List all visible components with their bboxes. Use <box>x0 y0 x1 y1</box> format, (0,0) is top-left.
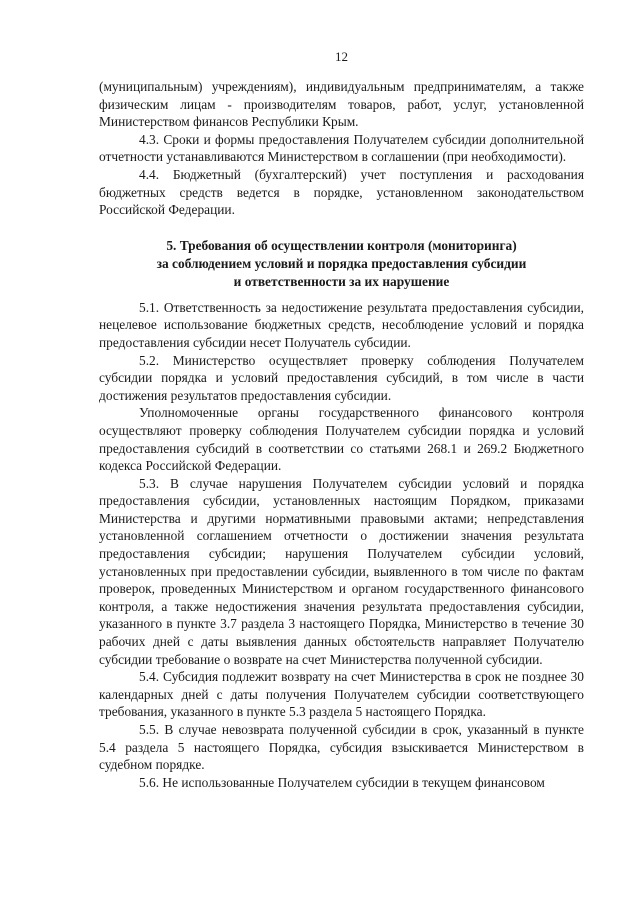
paragraph-5-3: 5.3. В случае нарушения Получателем субсидии условий и порядка предоставления субсидии, установленных настоящим Порядком, приказами Министерства и другими нормативными правовыми актами; непредставления установленной соглашением отчетности о достижении значения результата предоставления субсидии; нарушения Получателем субсидии условий, установленных при предоставлении субсидии, выявленного в том числе по фактам проверок, проведенных Министерством и органом государственного финансового контроля, а также недостижения значения результата предоставления субсидии, указанного в пункте 3.7 раздела 3 настоящего Порядка, Министерство в течение 30 рабочих дней с даты выявления данных обстоятельств направляет Получателю субсидии требование о возврате на счет Министерства полученной субсидии. <box>99 475 584 667</box>
section-5-heading <box>99 237 584 291</box>
paragraph-4-3: 4.3. Сроки и формы предоставления Получателем субсидии дополнительной отчетности устанавливаются Министерством в соглашении (при необходимости). <box>99 131 584 165</box>
paragraph-5-6: 5.6. Не использованные Получателем субсидии в текущем финансовом <box>139 774 545 790</box>
section-heading-line: и ответственности за их нарушение <box>233 273 450 289</box>
page-number: 12 <box>335 49 348 64</box>
paragraph-5-5: 5.5. В случае невозврата полученной субсидии в срок, указанный в пункте 5.4 раздела 5 настоящего Порядка, субсидия взыскивается Министерством в судебном порядке. <box>99 722 584 773</box>
paragraph-continuation: (муниципальным) учреждениям), индивидуальным предпринимателям, а также физическим лицам - производителям товаров, работ, услуг, установленной Министерством финансов Республики Крым. <box>99 79 584 130</box>
paragraph-control-bodies: Уполномоченные органы государственного финансового контроля осуществляют проверку соблюдения Получателем субсидии порядка и условий предоставления субсидий в соответствии со статьями 268.1 и 269.2 Бюджетного кодекса Российской Федерации. <box>99 405 584 474</box>
paragraph-5-1: 5.1. Ответственность за недостижение результата предоставления субсидии, нецелевое использование бюджетных средств, несоблюдение условий и порядка предоставления субсидии несет Получатель субсидии. <box>99 299 584 350</box>
section-heading-line: за соблюдением условий и порядка предоставления субсидии <box>156 255 527 271</box>
paragraph-5-4: 5.4. Субсидия подлежит возврату на счет Министерства в срок не позднее 30 календарных дней с даты получения Получателем субсидии соответствующего требования, указанного в пункте 5.3 раздела 5 настоящего Порядка. <box>99 669 584 720</box>
paragraph-4-4: 4.4. Бюджетный (бухгалтерский) учет поступления и расходования бюджетных средств ведется в порядке, установленном законодательством Российской Федерации. <box>99 166 584 218</box>
section-heading-line: 5. Требования об осуществлении контроля (мониторинга) <box>166 237 517 253</box>
paragraph-5-2: 5.2. Министерство осуществляет проверку соблюдения Получателем субсидии порядка и условий предоставления субсидий, в том числе в части достижения результатов предоставления субсидии. <box>99 352 584 403</box>
